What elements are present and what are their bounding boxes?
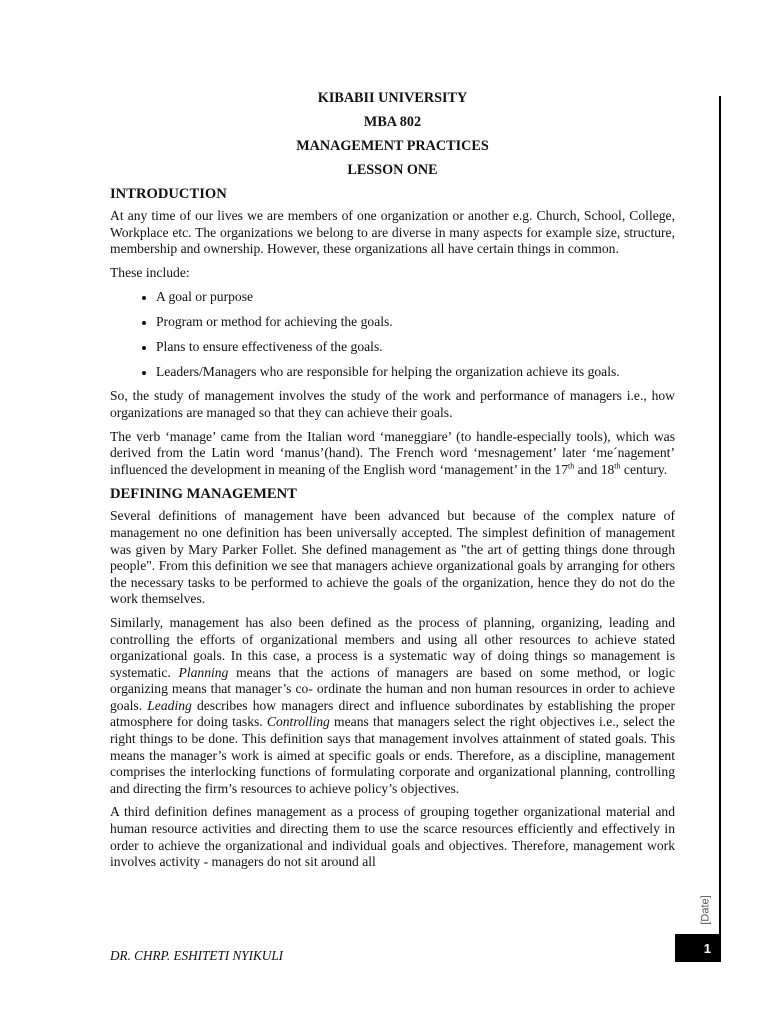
- list-item: • A goal or purpose: [156, 288, 675, 305]
- leading-term: Leading: [147, 697, 192, 713]
- definition-text: describes how managers direct and influence subordinates by establishing the proper atmosphere for doing tasks.: [110, 697, 675, 730]
- definition-paragraph-3: A third definition defines management as a process of grouping together organizational material and human resource activities and directing them to use the scarce resources efficiently and effectively in order to achieve the organizational and individual goals and objectives. Therefore, management work involves activity - managers do not sit around all: [110, 804, 675, 870]
- etymology-text: The verb ‘manage’ came from the Italian word ‘maneggiare’ (to handle-especially tools), which was derived from the Latin word ‘manus’(hand). The French word ‘mesnagement’ later ‘me´nagement’ influenced the development in meaning of the English word ‘management’ in the 17: [110, 428, 675, 477]
- definition-paragraph-2: [110, 615, 675, 798]
- lesson-title: LESSON ONE: [347, 162, 438, 178]
- definition-paragraph-1: Several definitions of management have been advanced but because of the complex nature of management no one definition has been universally accepted. The simplest definition of management was given by Mary Parker Follet. She defined management as "the art of getting things done through people". From this definition we see that managers achieve organizational goals by arranging for others the necessary tasks to be performed to achieve the goals of the organization, hence they do not do the work themselves.: [110, 508, 675, 607]
- list-item: • Plans to ensure effectiveness of the goals.: [156, 338, 675, 355]
- list-item: • Leaders/Managers who are responsible for helping the organization achieve its goals.: [156, 363, 675, 380]
- course-code: MBA 802: [363, 114, 422, 130]
- course-title: MANAGEMENT PRACTICES: [296, 138, 489, 154]
- definition-text: Similarly, management has also been defined as the process of planning, organizing, leading and controlling the efforts of organizational members and using all other resources to achieve stated organizational goals. In this case, a process is a systematic way of doing things so management is systematic.: [110, 614, 675, 680]
- date-label: [Date]: [700, 895, 713, 925]
- date-field: [694, 890, 718, 930]
- definition-text: means that managers select the right objectives i.e., select the right things to be done. This definition says that management involves attainment of stated goals. This means the manager’s work is aimed at specific goals or ends. Therefore, as a discipline, management comprises the interlocking functions of formulating corporate and organizational planning, controlling and directing the firm’s resources to achieve policy’s objectives.: [110, 714, 675, 796]
- introduction-heading: INTRODUCTION: [110, 186, 227, 202]
- intro-paragraph-2: These include:: [110, 264, 190, 280]
- etymology-text-end: century.: [620, 461, 668, 477]
- superscript-th-2: th: [614, 461, 621, 471]
- university-name: KIBABII UNIVERSITY: [317, 90, 468, 106]
- title-block: [110, 86, 675, 182]
- etymology-text-mid: and 18: [574, 461, 615, 477]
- superscript-th-1: th: [568, 461, 575, 471]
- definition-text: means that the actions of managers are based on some method, or logic organizing means that manager’s co- ordinate the human and non human resources in order to achieve goals.: [110, 664, 675, 713]
- intro-paragraph-4: [110, 429, 675, 479]
- intro-paragraph-1: At any time of our lives we are members of one organization or another e.g. Church, School, College, Workplace etc. The organizations we belong to are diverse in many aspects for example size, structure, membership and ownership. However, these organizations all have certain things in common.: [110, 208, 675, 257]
- page-number-box: [675, 934, 721, 962]
- defining-management-heading: DEFINING MANAGEMENT: [110, 486, 297, 503]
- page-content: [110, 86, 675, 878]
- footer-author: DR. CHRP. ESHITETI NYIKULI: [110, 948, 284, 963]
- intro-paragraph-3: So, the study of management involves the study of the work and performance of managers i.e., how organizations are managed so that they can achieve their goals.: [110, 388, 675, 420]
- list-item: • Program or method for achieving the goals.: [156, 313, 675, 330]
- common-things-list: [110, 288, 675, 380]
- controlling-term: Controlling: [266, 714, 330, 730]
- margin-rule: [719, 96, 721, 934]
- planning-term: Planning: [178, 664, 229, 680]
- page-number: 1: [703, 940, 711, 956]
